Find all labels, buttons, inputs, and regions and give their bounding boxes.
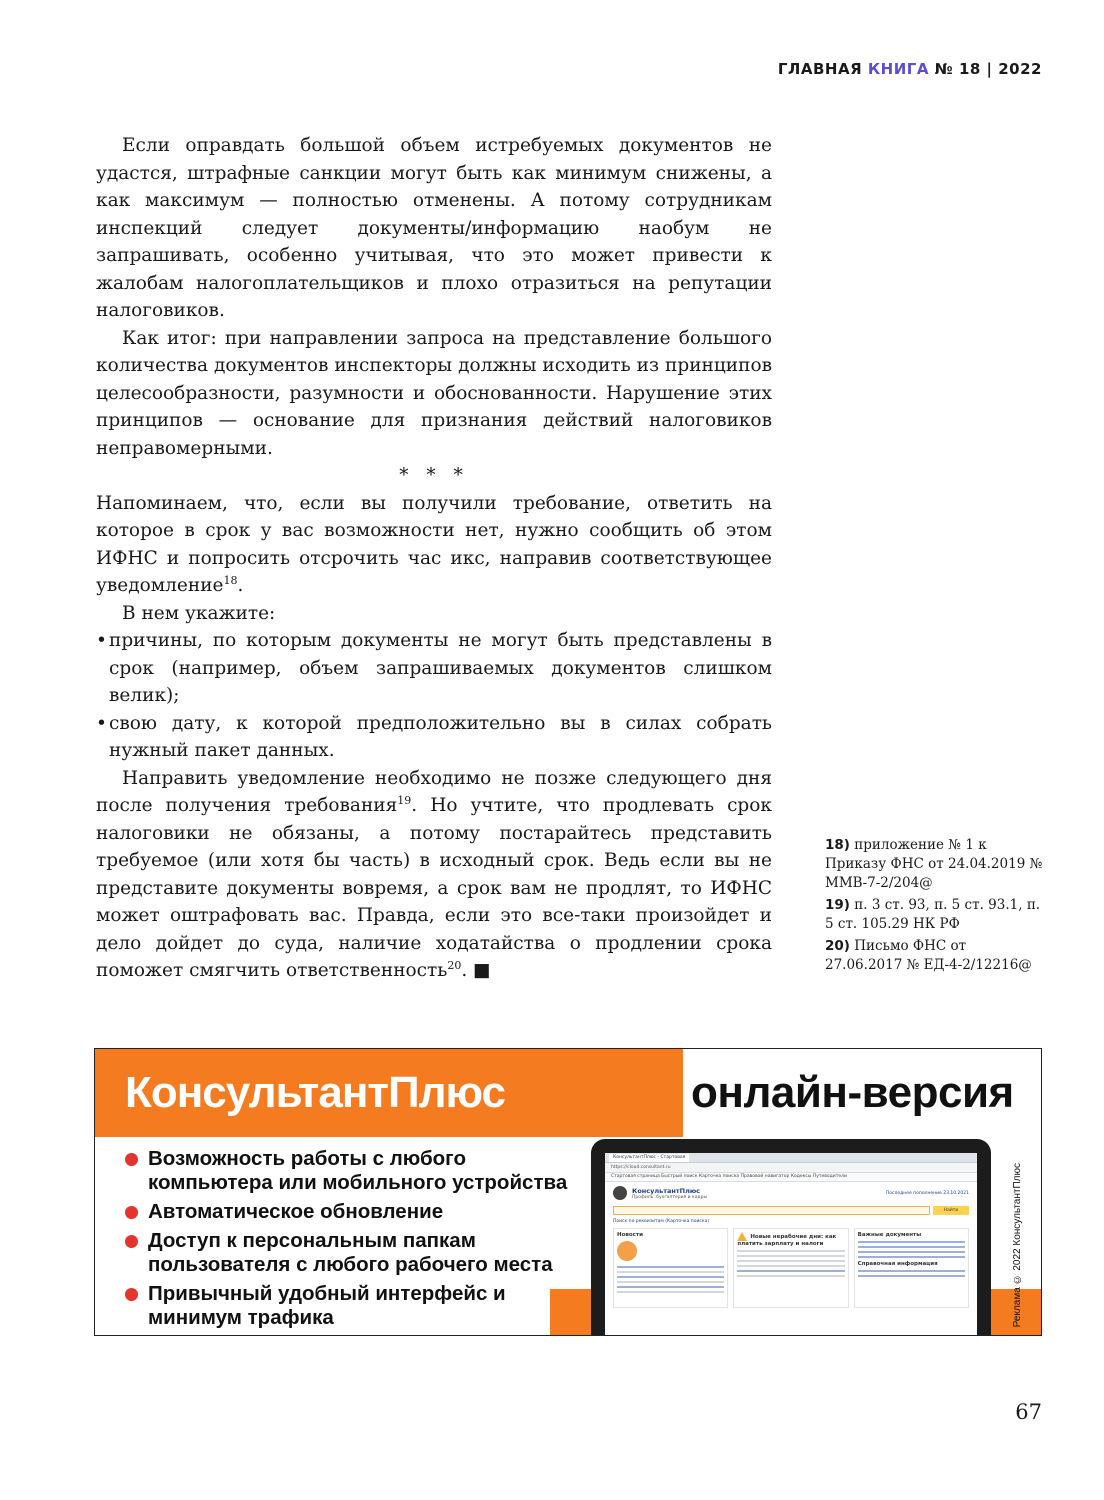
site-feature-column: Новые нерабочие дни: как платить зарплату и налоги: [733, 1228, 848, 1308]
bullet-item: • свою дату, к которой предположительно вы в силах собрать нужный пакет данных.: [96, 710, 772, 765]
footnote-20: 20) Письмо ФНС от 27.06.2017 № ЕД-4-2/12216@: [825, 938, 1032, 973]
paragraph-1: Если оправдать большой объем истребуемых документов не удастся, штрафные санкции могут быть как минимум снижены, а как максимум — полностью отменены. А потому сотрудникам инспекций следует документы/информацию наобум не запрашивать, особенно учитывая, что это может привести к жалобам налогоплательщиков и плохо отразиться на репутации налоговиков.: [96, 135, 772, 321]
warning-icon: [737, 1232, 747, 1241]
site-documents-column: Важные документы Справочная информация: [854, 1228, 969, 1308]
bullet-list: [96, 627, 772, 765]
paragraph-3: Напоминаем, что, если вы получили требование, ответить на которое в срок у вас возможности нет, нужно сообщить об этом ИФНС и попросить отсрочить час икс, направив соответствующее уведомление$^{18}$.: [96, 492, 772, 596]
site-search-button: Найти: [933, 1206, 969, 1215]
laptop-screen: [605, 1153, 977, 1336]
advertisement-banner[interactable]: [94, 1048, 1042, 1336]
footnote-ref-19[interactable]: 19: [397, 793, 412, 807]
site-profile: Профиль: бухгалтерия и кадры: [632, 1194, 707, 1200]
site-name: КонсультантПлюс: [632, 1186, 701, 1195]
site-columns: [605, 1226, 977, 1310]
site-header: [605, 1182, 977, 1204]
browser-tabbar: [605, 1153, 977, 1163]
paragraph-4: В нем укажите:: [122, 602, 276, 624]
header-brand-accent: КНИГА: [867, 60, 929, 78]
footnote-ref-18[interactable]: 18: [223, 573, 238, 587]
site-logo-icon: [613, 1186, 627, 1200]
header-brand: ГЛАВНАЯ: [777, 60, 863, 78]
magazine-header: [778, 60, 1042, 78]
ad-feature-item: Доступ к персональным папкам пользователя с любого рабочего места: [125, 1229, 595, 1277]
section-separator: * * *: [399, 465, 469, 486]
browser-address-bar: https://cloud.consultant.ru: [605, 1163, 977, 1173]
ad-feature-item: Привычный удобный интерфейс и минимум трафика: [125, 1282, 595, 1330]
site-search-row: [605, 1204, 977, 1217]
paragraph-5: Направить уведомление необходимо не позже следующего дня после получения требования$^{19}$. Но учтите, что продлевать срок налоговики не обязаны, а потому постарайтесь представить требуемое (или хотя бы часть) в исходный срок. Ведь если вы не представите документы вовремя, а срок вам не продлят, то ИФНС может оштрафовать вас. Правда, если это все-таки произойдет и дело дойдет до суда, наличие ходатайства о продлении срока поможет смягчить ответственность$^{20}$. ■: [96, 767, 772, 981]
ad-subtitle: онлайн-версия: [683, 1049, 1041, 1137]
laptop-mockup: [591, 1139, 991, 1336]
news-avatar-icon: [617, 1241, 637, 1261]
footnotes: [825, 836, 1045, 978]
paragraph-2: Как итог: при направлении запроса на представление большого количества документов инспекторы должны исходить из принципов целесообразности, разумности и обоснованности. Нарушение этих принципов — основание для признания действий налоговиков неправомерными.: [96, 327, 772, 459]
ad-feature-item: Возможность работы с любого компьютера или мобильного устройства: [125, 1147, 595, 1195]
ad-brand-title: КонсультантПлюс: [95, 1049, 683, 1137]
ad-feature-item: Автоматическое обновление: [125, 1200, 595, 1224]
page-number: 67: [1015, 1400, 1042, 1424]
browser-bookmarks: Стартовая страница Быстрый поиск Карточка поиска Правовой навигатор Кодексы Путеводители: [605, 1173, 977, 1182]
site-search-input: [613, 1206, 930, 1215]
bullet-item: • причины, по которым документы не могут быть представлены в срок (например, объем запрашиваемых документов слишком велик);: [96, 627, 772, 710]
ad-feature-list: [125, 1147, 595, 1335]
ad-credit: Реклама © 2022 КонсультантПлюс: [1012, 1162, 1023, 1327]
site-news-column: Новости: [613, 1228, 728, 1308]
site-search-hint: Поиск по реквизитам (Карточка поиска): [613, 1219, 710, 1224]
article-body: [96, 132, 772, 985]
footnote-18: 18) приложение № 1 к Приказу ФНС от 24.04.2019 № ММВ-7-2/204@: [825, 837, 1043, 891]
browser-tab: КонсультантПлюс - Стартовая: [609, 1154, 689, 1162]
site-update-date: Последнее пополнение 23.10.2021: [885, 1190, 969, 1196]
footnote-19: 19) п. 3 ст. 93, п. 5 ст. 93.1, п. 5 ст. 105.29 НК РФ: [825, 897, 1041, 932]
footnote-ref-20[interactable]: 20: [447, 958, 462, 972]
header-issue: № 18 | 2022: [934, 60, 1042, 78]
